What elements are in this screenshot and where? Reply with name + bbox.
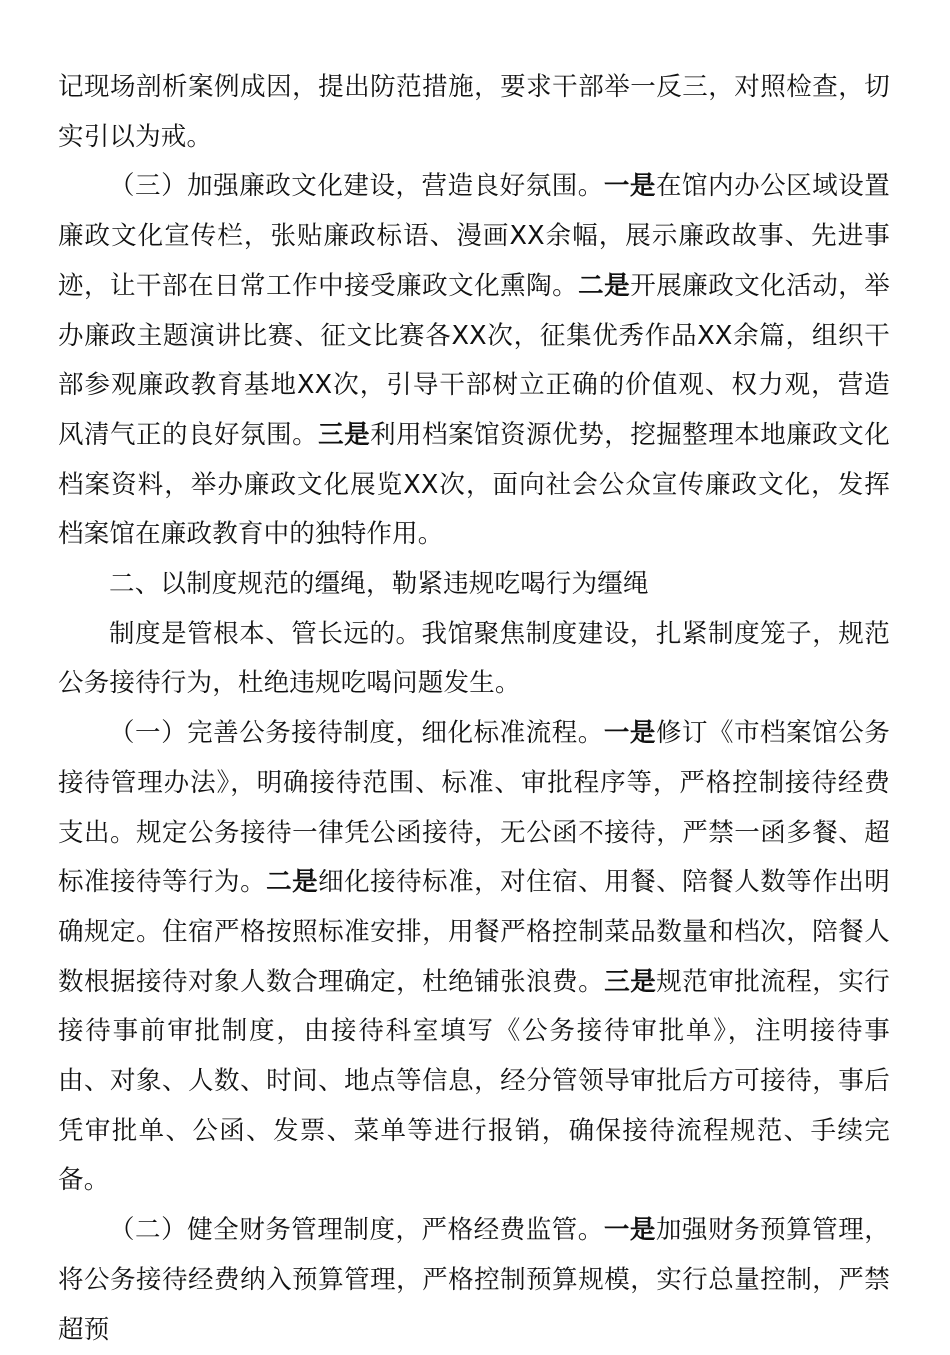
emphasis-text: 一是 bbox=[603, 171, 656, 202]
emphasis-text: 三是 bbox=[604, 966, 657, 997]
paragraph-text: 在馆内办公区域设置廉政文化宣传栏，张贴廉政标语、漫画XX余幅，展示廉政故事、先进事迹，让干部在日常工作中接受廉政文化熏陶。 bbox=[58, 171, 890, 301]
emphasis-text: 一是 bbox=[603, 1215, 656, 1246]
paragraph bbox=[58, 709, 890, 1206]
paragraph bbox=[58, 162, 890, 560]
paragraph-text: 开展廉政文化活动，举办廉政主题演讲比赛、征文比赛各XX次，征集优秀作品XX余篇，组织干部参观廉政教育基地XX次，引导干部树立正确的价值观、权力观，营造风清气正的良好氛围。 bbox=[58, 270, 890, 450]
emphasis-text: 二是 bbox=[266, 867, 319, 898]
document-body bbox=[58, 63, 890, 1355]
paragraph-text: 加强财务预算管理，将公务接待经费纳入预算管理，严格控制预算规模，实行总量控制，严禁超预 bbox=[58, 1215, 890, 1345]
paragraph-text: 规范审批流程，实行接待事前审批制度，由接待科室填写《公务接待审批单》，注明接待事由、对象、人数、时间、地点等信息，经分管领导审批后方可接待，事后凭审批单、公函、发票、菜单等进行报销，确保接待流程规范、手续完备。 bbox=[58, 966, 891, 1196]
paragraph-text: 利用档案馆资源优势，挖掘整理本地廉政文化档案资料，举办廉政文化展览XX次，面向社会公众宣传廉政文化，发挥档案馆在廉政教育中的独特作用。 bbox=[58, 419, 890, 550]
paragraph-text: （二）健全财务管理制度，严格经费监管。 bbox=[109, 1215, 604, 1246]
paragraph-text: 修订《市档案馆公务接待管理办法》，明确接待范围、标准、审批程序等，严格控制接待经费支出。规定公务接待一律凭公函接待，无公函不接待，严禁一函多餐、超标准接待等行为。 bbox=[58, 718, 890, 898]
section-heading bbox=[58, 560, 890, 610]
paragraph bbox=[58, 63, 890, 162]
paragraph bbox=[58, 1206, 890, 1355]
paragraph-text: （三）加强廉政文化建设，营造良好氛围。 bbox=[109, 171, 604, 202]
emphasis-text: 二是 bbox=[578, 270, 631, 301]
paragraph-text: 记现场剖析案例成因，提出防范措施，要求干部举一反三，对照检查，切实引以为戒。 bbox=[58, 72, 890, 152]
paragraph-text: 细化接待标准，对住宿、用餐、陪餐人数等作出明确规定。住宿严格按照标准安排，用餐严格控制菜品数量和档次，陪餐人数根据接待对象人数合理确定，杜绝铺张浪费。 bbox=[58, 867, 890, 997]
emphasis-text: 一是 bbox=[603, 718, 656, 749]
paragraph-text: （一）完善公务接待制度，细化标准流程。 bbox=[109, 718, 604, 749]
emphasis-text: 三是 bbox=[318, 419, 371, 450]
paragraph-text: 二、以制度规范的缰绳，勒紧违规吃喝行为缰绳 bbox=[109, 569, 649, 600]
paragraph bbox=[58, 610, 890, 709]
paragraph-text: 制度是管根本、管长远的。我馆聚焦制度建设，扎紧制度笼子，规范公务接待行为，杜绝违规吃喝问题发生。 bbox=[58, 618, 890, 699]
